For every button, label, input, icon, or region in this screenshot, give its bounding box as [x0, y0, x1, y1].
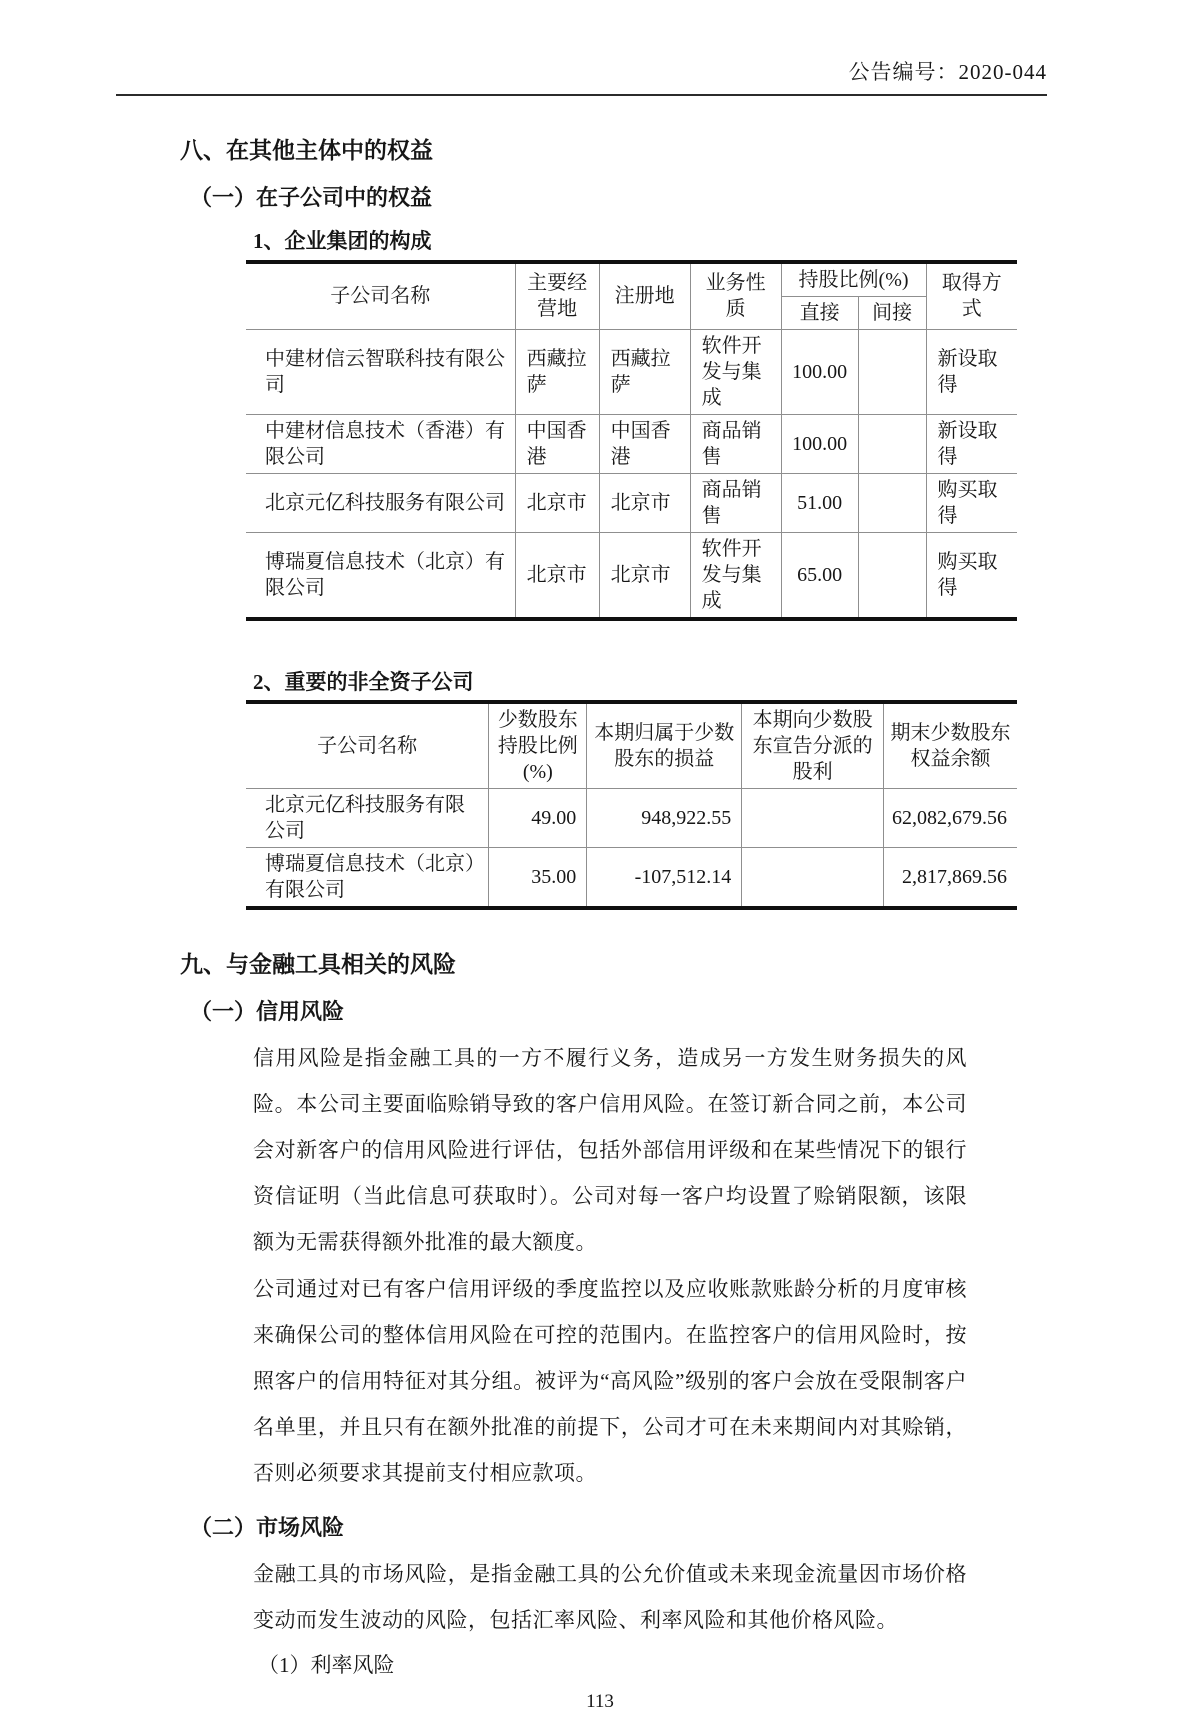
direct-ratio: 51.00	[781, 473, 858, 532]
section-9-1-heading: （一）信用风险	[190, 998, 345, 1024]
table2-header-equity: 期末少数股东权益余额	[884, 702, 1017, 789]
table1-header-registration: 注册地	[599, 262, 690, 330]
indirect-ratio	[858, 473, 926, 532]
registration-place: 北京市	[599, 473, 690, 532]
table2-header-row	[246, 702, 1017, 789]
business-nature: 商品销售	[690, 414, 781, 473]
table1-header-indirect: 间接	[858, 296, 926, 329]
acquire-method: 新设取得	[926, 414, 1017, 473]
doc-header	[116, 0, 1047, 96]
table1-header-row	[246, 262, 1017, 297]
minority-pl: -107,512.14	[587, 848, 742, 909]
subsidiary-name: 博瑞夏信息技术（北京）有限公司	[246, 848, 489, 909]
section-8-heading: 八、在其他主体中的权益	[180, 138, 433, 163]
doc-number: 公告编号：2020-044	[848, 60, 1047, 84]
business-nature: 软件开发与集成	[690, 329, 781, 414]
table-row	[246, 532, 1017, 619]
minority-ratio: 35.00	[489, 848, 587, 909]
section-9-heading: 九、与金融工具相关的风险	[180, 952, 456, 978]
table2-header-name: 子公司名称	[246, 702, 489, 789]
direct-ratio: 65.00	[781, 532, 858, 619]
section-8-1-heading: （一）在子公司中的权益	[190, 184, 433, 210]
table-row	[246, 789, 1017, 848]
table2-caption: 2、重要的非全资子公司	[253, 669, 474, 694]
table1-caption: 1、企业集团的构成	[253, 229, 432, 254]
direct-ratio: 100.00	[781, 414, 858, 473]
table-row	[246, 473, 1017, 532]
direct-ratio: 100.00	[781, 329, 858, 414]
table1-header-place: 主要经营地	[515, 262, 599, 330]
subsidiary-name: 北京元亿科技服务有限公司	[246, 473, 515, 532]
main-place: 中国香港	[515, 414, 599, 473]
minority-equity: 62,082,679.56	[884, 789, 1017, 848]
table2-header-minority-ratio: 少数股东持股比例(%)	[489, 702, 587, 789]
acquire-method: 购买取得	[926, 532, 1017, 619]
interest-rate-risk-item: （1）利率风险	[258, 1653, 395, 1678]
subsidiary-name: 北京元亿科技服务有限公司	[246, 789, 489, 848]
table1-header-method: 取得方式	[926, 262, 1017, 330]
section-9-2-heading: （二）市场风险	[190, 1515, 345, 1541]
minority-equity: 2,817,869.56	[884, 848, 1017, 909]
market-risk-paragraph: 金融工具的市场风险，是指金融工具的公允价值或未来现金流量因市场价格变动而发生波动的风险，包括汇率风险、利率风险和其他价格风险。	[253, 1562, 967, 1633]
table-row	[246, 848, 1017, 909]
table2-header-dividend: 本期向少数股东宣告分派的股利	[742, 702, 884, 789]
minority-subsidiaries-table	[246, 700, 1017, 910]
indirect-ratio	[858, 414, 926, 473]
indirect-ratio	[858, 532, 926, 619]
business-nature: 商品销售	[690, 473, 781, 532]
dividend	[742, 789, 884, 848]
credit-risk-paragraph-2: 公司通过对已有客户信用评级的季度监控以及应收账款账龄分析的月度审核来确保公司的整体信用风险在可控的范围内。在监控客户的信用风险时，按照客户的信用特征对其分组。被评为“高风险”级别的客户会放在受限制客户名单里，并且只有在额外批准的前提下，公司才可在未来期间内对其赊销，否则必须要求其提前支付相应款项。	[253, 1276, 967, 1486]
table1-header-ratio-group: 持股比例(%)	[781, 262, 926, 297]
main-place: 北京市	[515, 473, 599, 532]
subsidiary-name: 中建材信云智联科技有限公司	[246, 329, 515, 414]
page-number: 113	[586, 1690, 614, 1712]
table-row	[246, 329, 1017, 414]
acquire-method: 新设取得	[926, 329, 1017, 414]
subsidiary-name: 博瑞夏信息技术（北京）有限公司	[246, 532, 515, 619]
main-place: 西藏拉萨	[515, 329, 599, 414]
dividend	[742, 848, 884, 909]
acquire-method: 购买取得	[926, 473, 1017, 532]
table2-header-minority-pl: 本期归属于少数股东的损益	[587, 702, 742, 789]
business-nature: 软件开发与集成	[690, 532, 781, 619]
table-row	[246, 414, 1017, 473]
registration-place: 西藏拉萨	[599, 329, 690, 414]
minority-pl: 948,922.55	[587, 789, 742, 848]
main-place: 北京市	[515, 532, 599, 619]
indirect-ratio	[858, 329, 926, 414]
minority-ratio: 49.00	[489, 789, 587, 848]
registration-place: 中国香港	[599, 414, 690, 473]
table1-header-business: 业务性质	[690, 262, 781, 330]
table1-header-name: 子公司名称	[246, 262, 515, 330]
table1-header-direct: 直接	[781, 296, 858, 329]
credit-risk-paragraph-1: 信用风险是指金融工具的一方不履行义务，造成另一方发生财务损失的风险。本公司主要面临赊销导致的客户信用风险。在签订新合同之前，本公司会对新客户的信用风险进行评估，包括外部信用评级和在某些情况下的银行资信证明（当此信息可获取时）。公司对每一客户均设置了赊销限额，该限额为无需获得额外批准的最大额度。	[253, 1045, 967, 1255]
subsidiary-name: 中建材信息技术（香港）有限公司	[246, 414, 515, 473]
registration-place: 北京市	[599, 532, 690, 619]
subsidiaries-table	[246, 260, 1017, 621]
